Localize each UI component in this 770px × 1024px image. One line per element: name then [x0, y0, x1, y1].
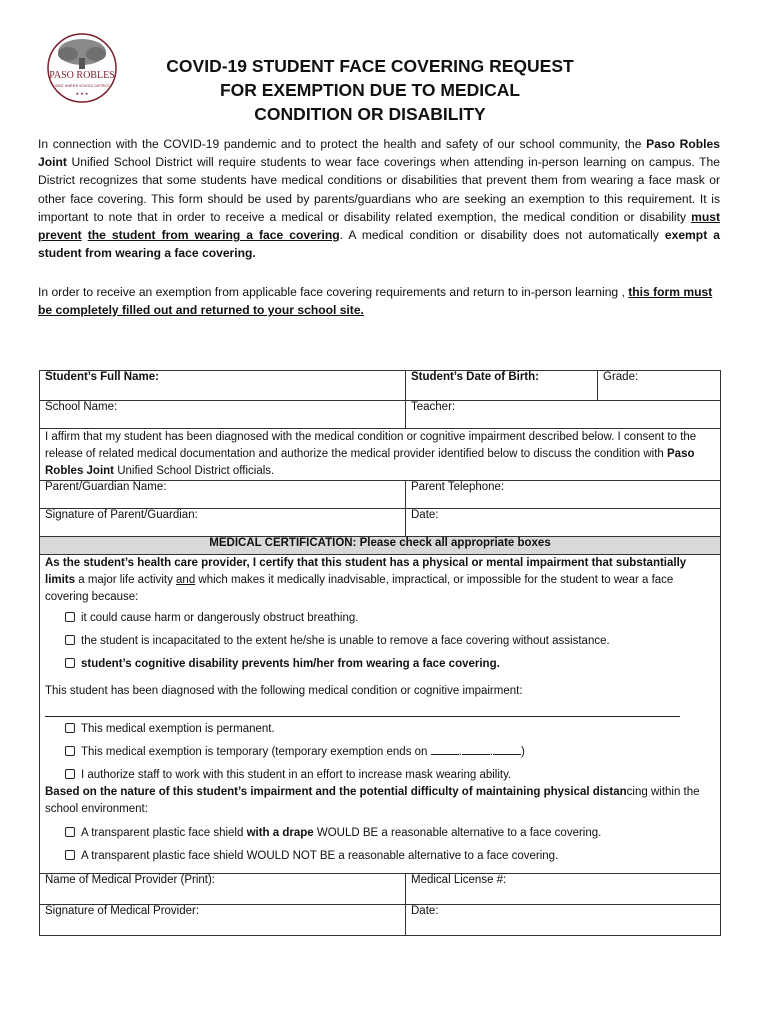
- provider-date-field[interactable]: Date:: [406, 905, 721, 936]
- checkbox[interactable]: [65, 612, 75, 622]
- license-field[interactable]: Medical License #:: [406, 874, 721, 905]
- checkbox[interactable]: [65, 746, 75, 756]
- option-permanent[interactable]: This medical exemption is permanent.: [45, 721, 715, 738]
- provider-name-field[interactable]: Name of Medical Provider (Print):: [40, 874, 406, 905]
- checkbox[interactable]: [65, 850, 75, 860]
- parent-phone-field[interactable]: Parent Telephone:: [406, 481, 721, 509]
- option-authorize[interactable]: I authorize staff to work with this student in an effort to increase mask wearing ability.: [45, 767, 715, 784]
- medical-certification-section: [40, 555, 721, 874]
- checkbox[interactable]: [65, 635, 75, 645]
- certification-statement: As the student’s health care provider, I certify that this student has a physical or mental impairment that substantially limits a major life activity and which makes it medically inadvisable, impractical, or impossible for the student to wear a face covering because:: [45, 557, 687, 603]
- diagnosis-line[interactable]: [45, 700, 680, 717]
- checkbox[interactable]: [65, 658, 75, 668]
- student-name-field[interactable]: Student’s Full Name:: [40, 371, 406, 401]
- diagnosis-label: This student has been diagnosed with the following medical condition or cognitive impairment:: [45, 685, 523, 697]
- end-year-blank[interactable]: [493, 754, 521, 755]
- option-shield-would-not-be[interactable]: A transparent plastic face shield WOULD NOT BE a reasonable alternative to a face covering.: [45, 848, 715, 865]
- medical-certification-header: MEDICAL CERTIFICATION: Please check all appropriate boxes: [40, 537, 721, 555]
- logo-subtitle: JOINT UNIFIED SCHOOL DISTRICT: [54, 84, 110, 88]
- option-cognitive[interactable]: student’s cognitive disability prevents him/her from wearing a face covering.: [45, 656, 715, 673]
- provider-signature-field[interactable]: Signature of Medical Provider:: [40, 905, 406, 936]
- teacher-field[interactable]: Teacher:: [406, 401, 721, 429]
- end-day-blank[interactable]: [462, 754, 490, 755]
- option-harm[interactable]: it could cause harm or dangerously obstruct breathing.: [45, 610, 715, 627]
- district-logo: [46, 32, 118, 104]
- checkbox[interactable]: [65, 723, 75, 733]
- exemption-form: [39, 370, 721, 936]
- grade-field[interactable]: Grade:: [598, 371, 721, 401]
- intro-paragraph: In connection with the COVID-19 pandemic and to protect the health and safety of our school community, the Paso Robles Joint Unified School District will require students to wear face coverings when attending in-person learning on campus. The District recognizes that some students have medical conditions or disabilities that prevent them from wearing a face mask or other face covering. This form should be used by parents/guardians who are seeking an exemption to this requirement. It is important to note that in order to receive a medical or disability related exemption, the medical condition or disability must prevent the student from wearing a face covering. A medical condition or disability does not automatically exempt a student from wearing a face covering.: [38, 137, 720, 261]
- parent-date-field[interactable]: Date:: [406, 509, 721, 537]
- title-line-3: CONDITION OR DISABILITY: [254, 104, 486, 124]
- school-name-field[interactable]: School Name:: [40, 401, 406, 429]
- title-line-1: COVID-19 STUDENT FACE COVERING REQUEST: [166, 56, 574, 76]
- parent-signature-field[interactable]: Signature of Parent/Guardian:: [40, 509, 406, 537]
- dob-field[interactable]: Student’s Date of Birth:: [406, 371, 598, 401]
- distancing-statement: Based on the nature of this student’s impairment and the potential difficulty of maintaining physical distancing within the school environment:: [45, 786, 700, 815]
- option-incapacitated[interactable]: the student is incapacitated to the extent he/she is unable to remove a face covering without assistance.: [45, 633, 715, 650]
- page-title: [120, 54, 620, 126]
- consent-statement: I affirm that my student has been diagnosed with the medical condition or cognitive impairment described below. I consent to the release of related medical documentation and authorize the medical provider identified below to discuss the condition with Paso Robles Joint Unified School District officials.: [40, 429, 721, 481]
- title-line-2: FOR EXEMPTION DUE TO MEDICAL: [219, 80, 521, 100]
- checkbox[interactable]: [65, 827, 75, 837]
- parent-name-field[interactable]: Parent/Guardian Name:: [40, 481, 406, 509]
- svg-text:★ ★ ★: ★ ★ ★: [75, 91, 89, 96]
- return-instructions: In order to receive an exemption from applicable face covering requirements and return to in-person learning , this form must be completely filled out and returned to your school site.: [38, 285, 713, 317]
- logo-name: PASO ROBLES: [49, 70, 115, 81]
- option-shield-would-be[interactable]: A transparent plastic face shield with a drape WOULD BE a reasonable alternative to a face covering.: [45, 825, 715, 842]
- option-temporary[interactable]: This medical exemption is temporary (temporary exemption ends on . . ): [45, 744, 715, 761]
- end-month-blank[interactable]: [431, 754, 459, 755]
- checkbox[interactable]: [65, 769, 75, 779]
